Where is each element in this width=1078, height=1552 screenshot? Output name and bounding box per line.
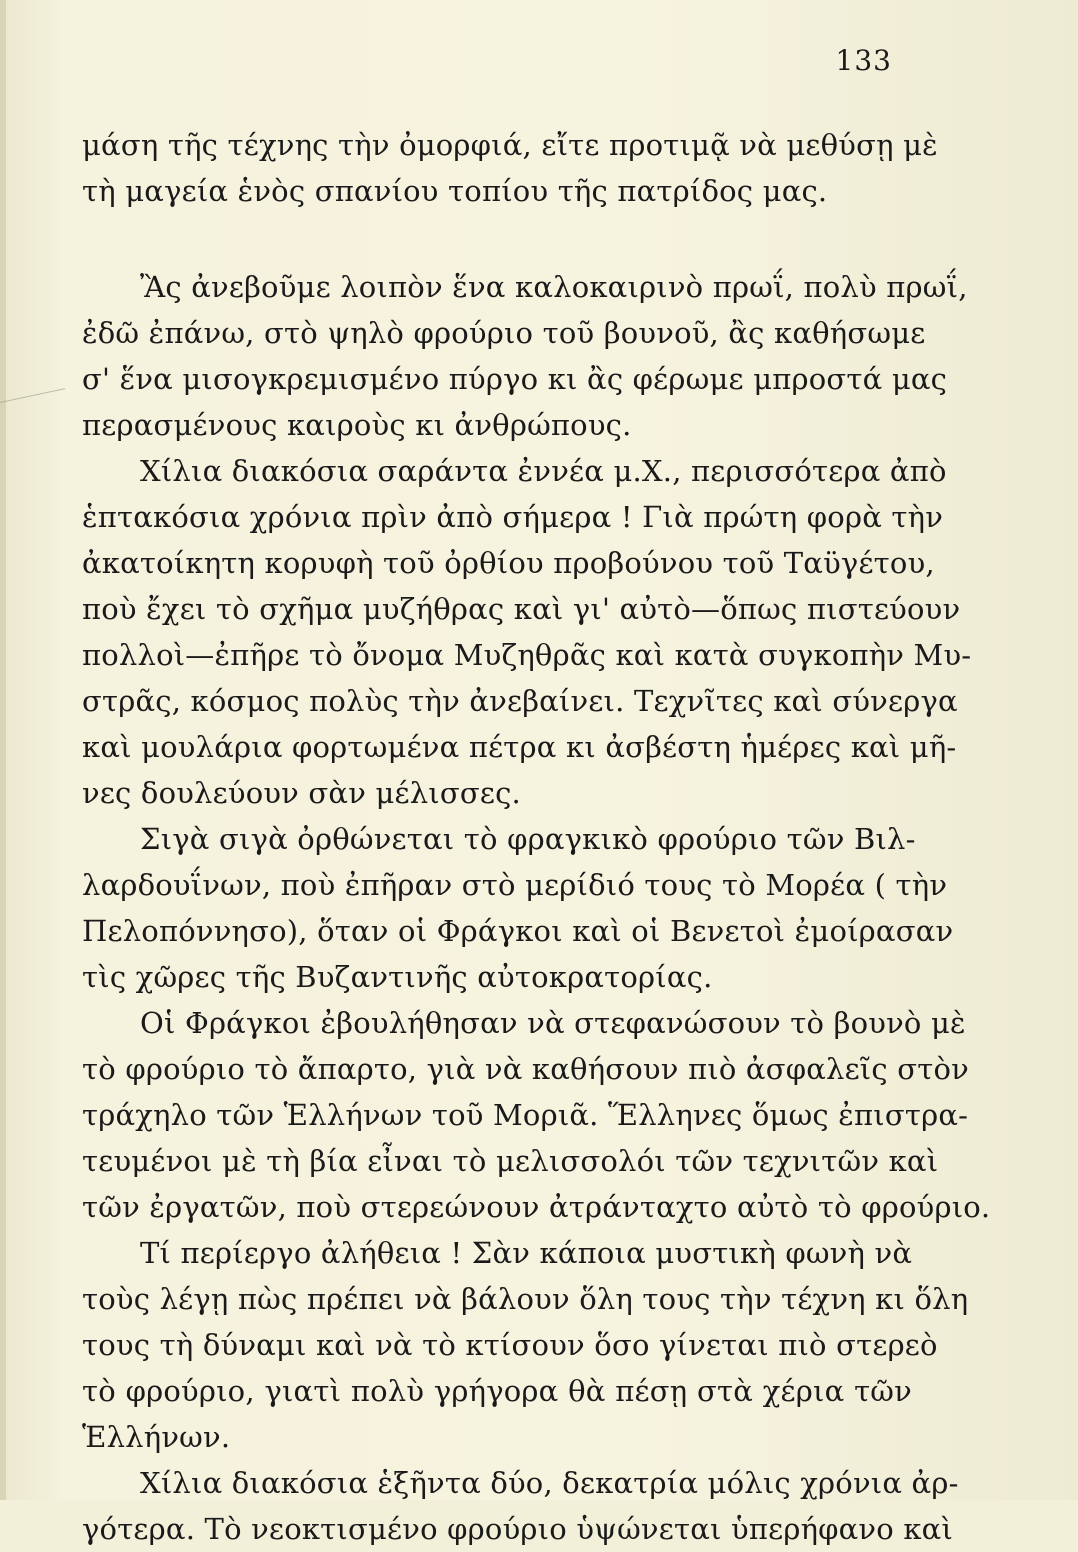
text-line: τοὺς λέγῃ πὼς πρέπει νὰ βάλουν ὅλη τους τὴν τέχνη κι ὅλη (82, 1282, 969, 1316)
text-line: μάση τῆς τέχνης τὴν ὀμορφιά, εἴτε προτιμᾷ νὰ μεθύσῃ μὲ (82, 128, 938, 162)
text-line: Οἱ Φράγκοι ἐβουλήθησαν νὰ στεφανώσουν τὸ βουνὸ μὲ (140, 1006, 966, 1040)
text-line: Σιγὰ σιγὰ ὀρθώνεται τὸ φραγκικὸ φρούριο τῶν Βιλ- (140, 822, 916, 856)
text-line: Ἑλλήνων. (82, 1420, 231, 1454)
text-line: Πελοπόννησο), ὅταν οἱ Φράγκοι καὶ οἱ Βενετοὶ ἐμοίρασαν (82, 914, 954, 948)
page-number: 133 (835, 44, 892, 77)
pencil-mark (0, 388, 73, 443)
text-line: τὸ φρούριο, γιατὶ πολὺ γρήγορα θὰ πέσῃ στὰ χέρια τῶν (82, 1374, 912, 1408)
text-line: νες δουλεύουν σὰν μέλισσες. (82, 776, 521, 810)
text-line: στρᾶς, κόσμος πολὺς τὴν ἀνεβαίνει. Τεχνῖτες καὶ σύνεργα (82, 684, 958, 718)
body-text (82, 122, 991, 1552)
text-line: τὸ φρούριο τὸ ἄπαρτο, γιὰ νὰ καθήσουν πιὸ ἀσφαλεῖς στὸν (82, 1052, 969, 1086)
text-line: ἐδῶ ἐπάνω, στὸ ψηλὸ φρούριο τοῦ βουνοῦ, ἂς καθήσωμε (82, 316, 926, 350)
text-line: τῶν ἐργατῶν, ποὺ στερεώνουν ἀτράνταχτο αὐτὸ τὸ φρούριο. (82, 1190, 991, 1224)
text-line: ποὺ ἔχει τὸ σχῆμα μυζήθρας καὶ γι' αὐτὸ—ὅπως πιστεύουν (82, 592, 961, 626)
text-line: ἀκατοίκητη κορυφὴ τοῦ ὀρθίου προβούνου τοῦ Ταϋγέτου, (82, 546, 935, 580)
text-line: ἑπτακόσια χρόνια πρὶν ἀπὸ σήμερα ! Γιὰ πρώτη φορὰ τὴν (82, 500, 944, 534)
text-line: σ' ἕνα μισογκρεμισμένο πύργο κι ἂς φέρωμε μπροστά μας (82, 362, 948, 396)
paragraph-gap (82, 214, 912, 264)
text-line: τους τὴ δύναμι καὶ νὰ τὸ κτίσουν ὅσο γίνεται πιὸ στερεὸ (82, 1328, 938, 1362)
text-line: περασμένους καιροὺς κι ἀνθρώπους. (82, 408, 632, 442)
text-line: λαρδουΐνων, ποὺ ἐπῆραν στὸ μερίδιό τους τὸ Μορέα ( τὴν (82, 868, 948, 902)
text-line: Χίλια διακόσια σαράντα ἐννέα μ.Χ., περισσότερα ἀπὸ (140, 454, 947, 488)
text-line: πολλοὶ—ἐπῆρε τὸ ὄνομα Μυζηθρᾶς καὶ κατὰ συγκοπὴν Μυ- (82, 638, 972, 672)
text-line: γότερα. Τὸ νεοκτισμένο φρούριο ὑψώνεται ὑπερήφανο καὶ (82, 1512, 954, 1546)
text-line: καὶ μουλάρια φορτωμένα πέτρα κι ἀσβέστη ἡμέρες καὶ μῆ- (82, 730, 957, 764)
text-line: Ἂς ἀνεβοῦμε λοιπὸν ἕνα καλοκαιρινὸ πρωΐ, πολὺ πρωΐ, (140, 270, 968, 304)
text-line: τὶς χῶρες τῆς Βυζαντινῆς αὐτοκρατορίας. (82, 960, 713, 994)
page-edge (0, 0, 6, 1500)
text-line: τράχηλο τῶν Ἑλλήνων τοῦ Μοριᾶ. Ἕλληνες ὅμως ἐπιστρα- (82, 1098, 969, 1132)
text-line: Χίλια διακόσια ἑξῆντα δύο, δεκατρία μόλις χρόνια ἀρ- (140, 1466, 959, 1500)
text-line: τὴ μαγεία ἑνὸς σπανίου τοπίου τῆς πατρίδος μας. (82, 174, 828, 208)
text-line: Τί περίεργο ἀλήθεια ! Σὰν κάποια μυστικὴ φωνὴ νὰ (140, 1236, 913, 1270)
text-line: τευμένοι μὲ τὴ βία εἶναι τὸ μελισσολόι τῶν τεχνιτῶν καὶ (82, 1144, 939, 1178)
